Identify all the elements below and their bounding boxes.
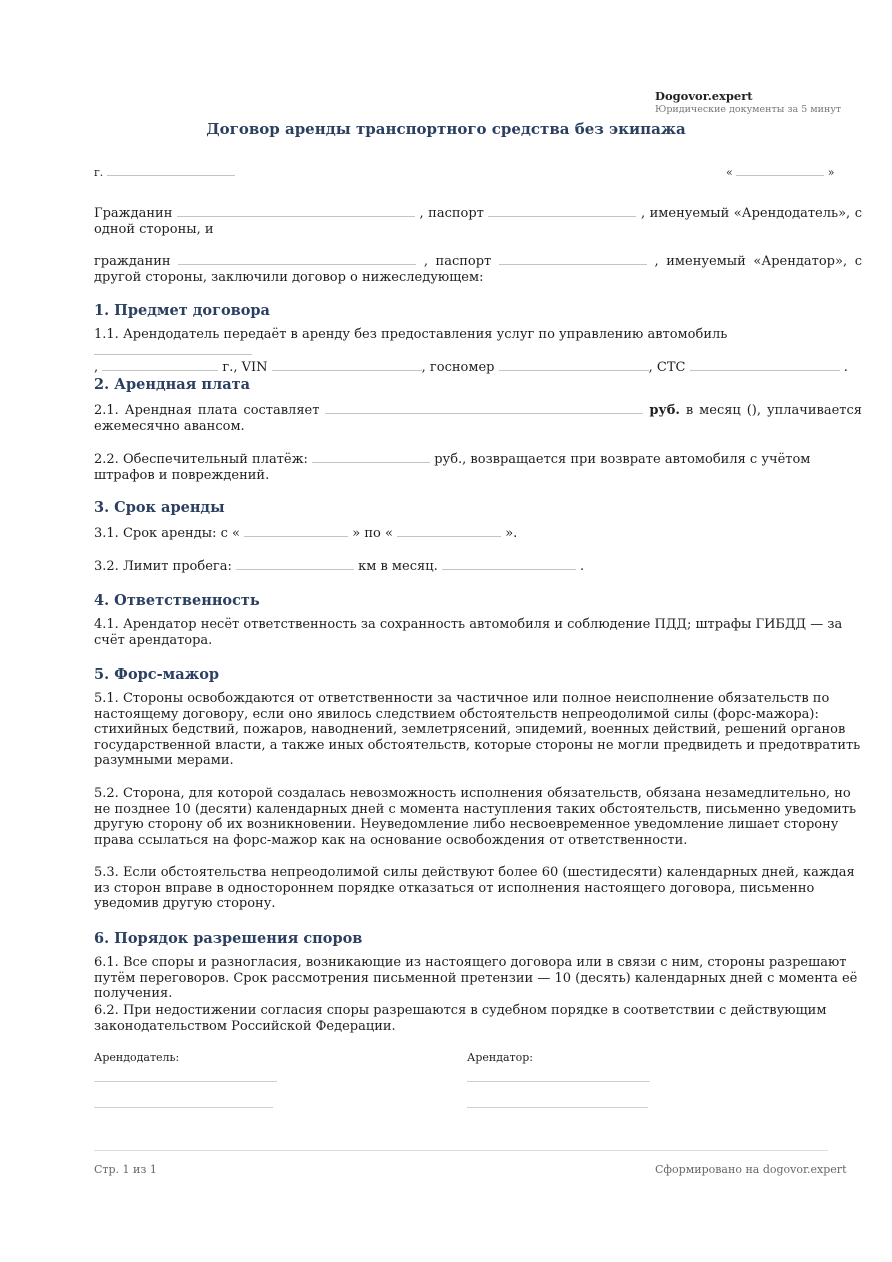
lessee-signature-line <box>467 1081 650 1082</box>
comma: , <box>94 360 99 375</box>
brand-name: Dogovor.expert <box>655 89 753 103</box>
clause-3-1-end: ». <box>505 526 518 541</box>
clause-3-1-text: 3.1. Срок аренды: с « <box>94 526 240 541</box>
clause-2-1-text: 2.1. Арендная плата составляет <box>94 403 320 418</box>
section-3-heading: 3. Срок аренды <box>94 499 225 516</box>
clause-2-1 <box>94 402 862 434</box>
section-5-heading: 5. Форс-мажор <box>94 666 220 683</box>
party-lessee-label: гражданин <box>94 254 171 269</box>
plate-label: , госномер <box>421 360 495 375</box>
section-2-heading: 2. Арендная плата <box>94 376 251 393</box>
clause-3-2-text: 3.2. Лимит пробега: <box>94 559 232 574</box>
section-6-heading: 6. Порядок разрешения споров <box>94 930 363 947</box>
vin-label: г., VIN <box>222 360 268 375</box>
lessor-passport-blank <box>488 205 636 217</box>
lessor-signature-label: Арендодатель: <box>94 1051 180 1064</box>
clause-3-1 <box>94 525 862 542</box>
lessee-role-text: , именуемый «Арендатор», с другой стороны, заключили договор о нижеследующем: <box>94 254 862 285</box>
party-lessee <box>94 253 862 285</box>
clause-3-2 <box>94 558 862 575</box>
lessor-signature-line <box>94 1081 277 1082</box>
end-date-blank <box>397 525 501 537</box>
party-lessor <box>94 205 862 237</box>
date-line <box>726 164 834 179</box>
section-1-heading: 1. Предмет договора <box>94 302 270 319</box>
clause-4-1: 4.1. Арендатор несёт ответственность за сохранность автомобиля и соблюдение ПДД; штрафы ГИБДД — за счёт арендатора. <box>94 617 843 648</box>
plate-blank <box>499 359 649 371</box>
start-date-blank <box>244 525 348 537</box>
clause-5-3: 5.3. Если обстоятельства непреодолимой силы действуют более 60 (шестидесяти) календарных дней, каждая из сторон вправе в одностороннем порядке отказаться от исполнения настоящего договора, письменно уведомив другую сторону. <box>94 865 855 911</box>
rub-label: руб. <box>649 403 680 418</box>
clause-5-1: 5.1. Стороны освобождаются от ответственности за частичное или полное неисполнение обязательств по настоящему договору, если оно явилось следствием обстоятельств непреодолимой силы (форс-мажора): стихийных бедствий, пожаров, наводнений, землетрясений, эпидемий, военных действий, решений органов государственной власти, а также иных обстоятельств, которые стороны не могли предвидеть и предотвратить разумными мерами. <box>94 691 861 768</box>
date-blank <box>736 164 824 176</box>
car-year-blank <box>102 359 218 371</box>
lessor-passport-label: , паспорт <box>419 206 484 221</box>
date-open-quote: « <box>726 166 733 179</box>
page-number: Стр. 1 из 1 <box>94 1163 157 1176</box>
sts-label: , СТС <box>648 360 686 375</box>
lessee-signature-label: Арендатор: <box>467 1051 533 1064</box>
period: . <box>843 360 848 375</box>
car-model-blank <box>94 343 252 355</box>
lessor-role-text: , именуемый «Арендодатель», с одной стороны, и <box>94 206 862 237</box>
date-close-quote: » <box>827 166 835 179</box>
clause-6-1: 6.1. Все споры и разногласия, возникающие из настоящего договора или в связи с ним, стороны разрешают путём переговоров. Срок рассмотрения письменной претензии — 10 (десять) календарных дней с момента её получения. <box>94 955 858 1001</box>
sts-blank <box>690 359 840 371</box>
lessor-name-blank <box>177 205 415 217</box>
clause-5-2: 5.2. Сторона, для которой создалась невозможность исполнения обязательств, обязана незамедлительно, но не позднее 10 (десяти) календарных дней с момента наступления таких обстоятельств, письменно уведомить другую сторону об их возникновении. Неуведомление либо несвоевременное уведомление лишает сторону права ссылаться на форс-мажор как на основание освобождения от ответственности. <box>94 786 857 848</box>
lessee-name-line <box>467 1107 648 1108</box>
footer-divider <box>94 1150 828 1151</box>
mileage-unit: км в месяц. <box>358 559 438 574</box>
clause-1-1 <box>94 327 862 376</box>
document-title: Договор аренды транспортного средства без экипажа <box>206 120 686 138</box>
vin-blank <box>272 359 422 371</box>
rent-amount-blank <box>325 402 643 414</box>
mileage-blank <box>236 558 354 570</box>
clause-3-1-mid: » по « <box>352 526 393 541</box>
deposit-blank <box>312 451 430 463</box>
clause-6-2: 6.2. При недостижении согласия споры разрешаются в судебном порядке в соответствии с действующим законодательством Российской Федерации. <box>94 1003 827 1034</box>
lessee-passport-label: , паспорт <box>423 254 492 269</box>
brand-tagline: Юридические документы за 5 минут <box>655 104 842 115</box>
city-line <box>94 164 235 179</box>
party-lessor-label: Гражданин <box>94 206 173 221</box>
lessee-name-blank <box>178 253 416 265</box>
section-4-heading: 4. Ответственность <box>94 592 260 609</box>
lessor-name-line <box>94 1107 273 1108</box>
clause-2-2 <box>94 451 862 483</box>
lessee-passport-blank <box>499 253 647 265</box>
city-blank <box>107 164 235 176</box>
clause-2-2-tail: руб., возвращается при возврате автомобиля с учётом штрафов и повреждений. <box>94 452 811 483</box>
mileage-extra-blank <box>442 558 576 570</box>
clause-2-1-tail: в месяц (), уплачивается ежемесячно авансом. <box>94 403 862 434</box>
period: . <box>580 559 585 574</box>
clause-1-1-text: 1.1. Арендодатель передаёт в аренду без предоставления услуг по управлению автомобиль <box>94 327 728 342</box>
clause-2-2-text: 2.2. Обеспечительный платёж: <box>94 452 308 467</box>
generated-note: Сформировано на dogovor.expert <box>655 1163 847 1176</box>
city-prefix: г. <box>94 166 104 179</box>
